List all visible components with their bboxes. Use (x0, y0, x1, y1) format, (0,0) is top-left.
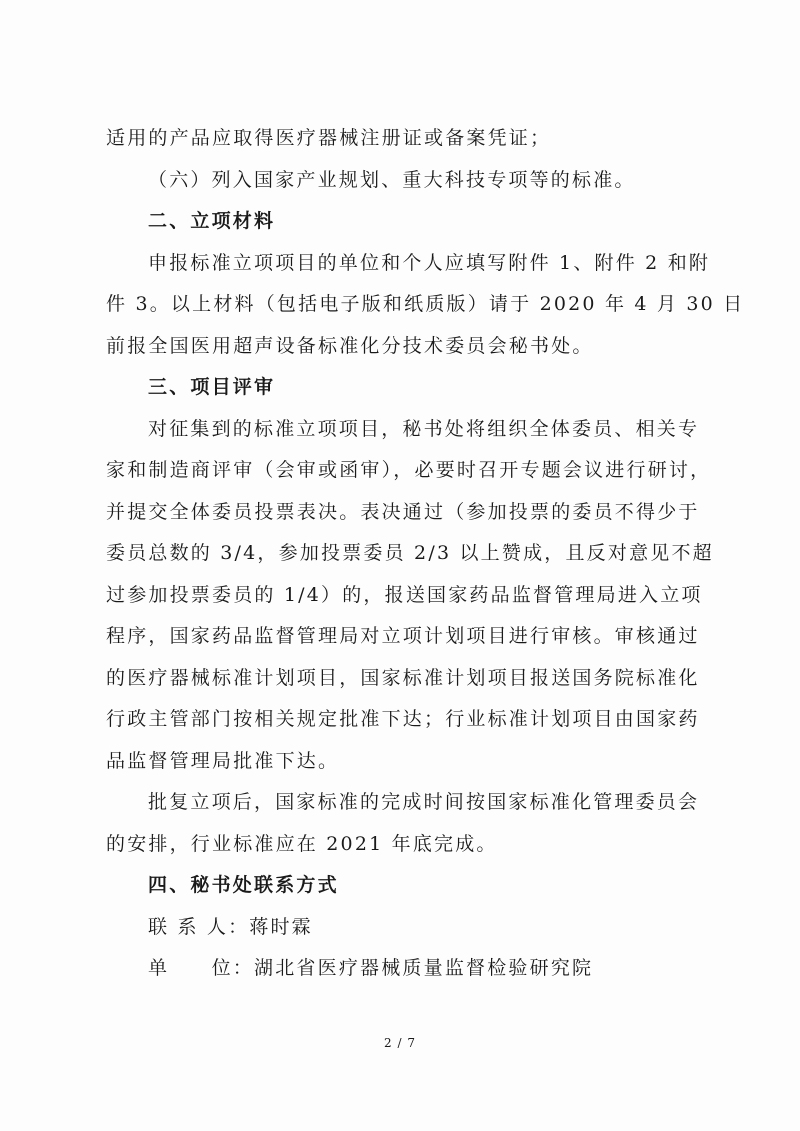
body-line: 程序，国家药品监督管理局对立项计划项目进行审核。审核通过 (106, 625, 700, 647)
contact-unit-value: 湖北省医疗器械质量监督检验研究院 (254, 957, 594, 979)
body-line: 适用的产品应取得医疗器械注册证或备案凭证； (106, 127, 552, 149)
body-line: 件 3。以上材料（包括电子版和纸质版）请于 2020 年 4 月 30 日 (106, 293, 745, 315)
contact-person-row (106, 907, 698, 949)
section-heading-review: 三、项目评审 (148, 376, 276, 398)
section-heading-contact: 四、秘书处联系方式 (148, 874, 339, 896)
contact-person-value: 蒋时霖 (249, 915, 313, 938)
body-line: 家和制造商评审（会审或函审），必要时召开专题会议进行研讨， (106, 459, 712, 481)
body-line: 委员总数的 3/4，参加投票委员 2/3 以上赞成，且反对意见不超 (106, 542, 714, 564)
body-line: 前报全国医用超声设备标准化分技术委员会秘书处。 (106, 334, 594, 357)
contact-unit-row (106, 948, 698, 990)
page-number: 2 / 7 (384, 1036, 416, 1050)
body-line: 品监督管理局批准下达。 (106, 749, 340, 772)
contact-person-label: 联 系 人： (148, 915, 250, 938)
body-line: 批复立项后，国家标准的完成时间按国家标准化管理委员会 (148, 791, 700, 813)
body-line: 申报标准立项项目的单位和个人应填写附件 1、附件 2 和附 (148, 251, 711, 274)
contact-unit-label: 单 位： (148, 957, 255, 979)
body-line: 并提交全体委员投票表决。表决通过（参加投票的委员不得少于 (106, 500, 700, 523)
body-line: （六）列入国家产业规划、重大科技专项等的标准。 (148, 168, 636, 191)
body-line: 行政主管部门按相关规定批准下达；行业标准计划项目由国家药 (106, 708, 700, 730)
body-line: 过参加投票委员的 1/4）的，报送国家药品监督管理局进入立项 (106, 583, 703, 606)
body-line: 的安排，行业标准应在 2021 年底完成。 (106, 832, 498, 855)
section-heading-materials: 二、立项材料 (148, 210, 276, 232)
document-body (106, 118, 745, 990)
body-line: 的医疗器械标准计划项目，国家标准计划项目报送国务院标准化 (106, 666, 700, 689)
body-line: 对征集到的标准立项项目，秘书处将组织全体委员、相关专 (148, 417, 700, 440)
